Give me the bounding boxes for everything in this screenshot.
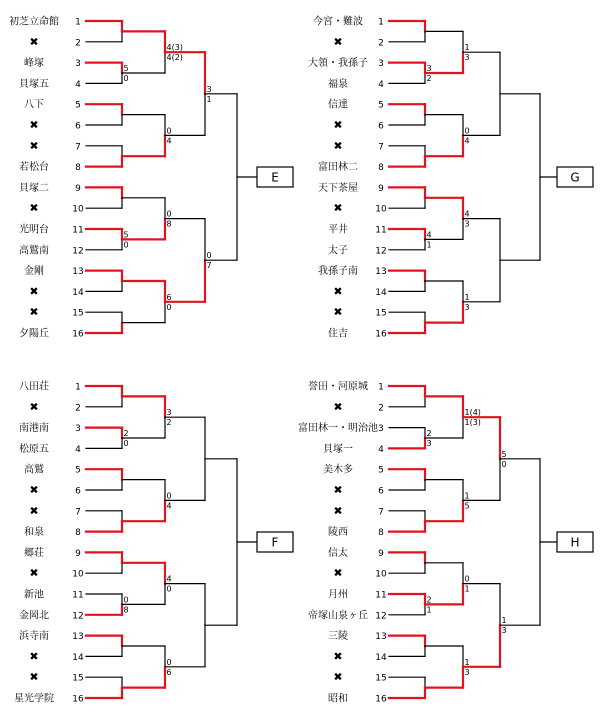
bracket-G-r2-match-3-score-bottom: 3 bbox=[464, 219, 470, 229]
bracket-E-team-6: ✖ bbox=[29, 118, 39, 132]
bracket-F-seed-7: 7 bbox=[75, 507, 81, 518]
bracket-F-team-15: ✖ bbox=[29, 670, 39, 684]
bracket-F-team-16: 星光学院 bbox=[14, 693, 54, 705]
bracket-F-team-4: 松原五 bbox=[19, 443, 49, 455]
bracket-H-r1-match-6-score-bottom: 1 bbox=[426, 605, 432, 615]
bracket-F-seed-9: 9 bbox=[75, 548, 81, 559]
bracket-G-r1-match-6-score-bottom: 1 bbox=[426, 240, 432, 250]
bracket-F-r2-match-1-score-top: 3 bbox=[166, 408, 172, 418]
bracket-H-seed-11: 11 bbox=[375, 590, 387, 601]
bracket-G-seed-7: 7 bbox=[378, 142, 384, 153]
bracket-G-seed-6: 6 bbox=[378, 121, 384, 132]
bracket-G-seed-15: 15 bbox=[375, 308, 387, 319]
bracket-H-team-14: ✖ bbox=[333, 649, 343, 663]
bracket-E-r2-match-4-score-bottom: 0 bbox=[166, 302, 172, 312]
bracket-G-team-3: 大領・我孫子 bbox=[308, 58, 368, 70]
bracket-E-r1-match-6-score-bottom: 0 bbox=[123, 240, 129, 250]
bracket-H-seed-5: 5 bbox=[378, 465, 384, 476]
bracket-E-seed-11: 11 bbox=[72, 225, 84, 236]
bracket-F-r2-match-3-score-top: 4 bbox=[166, 574, 172, 584]
bracket-H-team-8: 陵西 bbox=[328, 527, 348, 539]
bracket-H-seed-12: 12 bbox=[375, 611, 387, 622]
bracket-E-team-16: 夕陽丘 bbox=[19, 328, 49, 340]
bracket-G-team-10: ✖ bbox=[333, 201, 343, 215]
bracket-E-seed-9: 9 bbox=[75, 183, 81, 194]
bracket-F-seed-3: 3 bbox=[75, 424, 81, 435]
bracket-G-r1-match-2-score-bottom: 2 bbox=[426, 74, 432, 83]
bracket-G-r2-match-2-score-bottom: 4 bbox=[464, 136, 470, 146]
bracket-G-seed-2: 2 bbox=[378, 38, 384, 49]
bracket-E-seed-10: 10 bbox=[72, 204, 84, 215]
bracket-E-team-5: 八下 bbox=[24, 99, 44, 111]
bracket-G-seed-14: 14 bbox=[375, 287, 387, 298]
bracket-E-seed-5: 5 bbox=[75, 100, 81, 111]
bracket-G-seed-8: 8 bbox=[378, 163, 384, 174]
bracket-F-r2-match-2-score-top: 0 bbox=[166, 491, 172, 501]
bracket-G-seed-4: 4 bbox=[378, 79, 384, 90]
bracket-H-seed-6: 6 bbox=[378, 486, 384, 497]
bracket-H-team-7: ✖ bbox=[333, 504, 343, 518]
bracket-G-seed-1: 1 bbox=[378, 17, 384, 28]
bracket-E-seed-3: 3 bbox=[75, 59, 81, 70]
bracket-E-r1-match-6-score-top: 5 bbox=[123, 230, 129, 240]
bracket-E-team-1: 初芝立命館 bbox=[9, 16, 59, 28]
bracket-F-label: F bbox=[271, 535, 279, 550]
bracket-H-team-3: 富田林一・明治池 bbox=[298, 423, 378, 435]
bracket-H-r2-match-3-score-bottom: 1 bbox=[464, 584, 470, 594]
bracket-F-team-7: ✖ bbox=[29, 504, 39, 518]
bracket-F-team-10: ✖ bbox=[29, 566, 39, 580]
bracket-F-team-11: 新池 bbox=[24, 589, 44, 601]
bracket-G-r2-match-1-score-bottom: 3 bbox=[464, 53, 470, 63]
bracket-F-seed-10: 10 bbox=[72, 569, 84, 580]
bracket-E-r3-match-1-score-bottom: 1 bbox=[206, 94, 212, 104]
bracket-H-r2-match-4-score-bottom: 3 bbox=[464, 667, 470, 677]
bracket-E-r2-match-1-score-top: 4(3) bbox=[166, 43, 183, 53]
bracket-G-label: G bbox=[570, 170, 580, 185]
bracket-E-team-8: 若松台 bbox=[19, 162, 49, 174]
bracket-H-seed-1: 1 bbox=[378, 382, 384, 393]
bracket-G-team-14: ✖ bbox=[333, 284, 343, 298]
bracket-E-team-3: 峰塚 bbox=[24, 58, 44, 70]
bracket-H-team-11: 月州 bbox=[328, 589, 348, 601]
bracket-G-team-13: 我孫子南 bbox=[318, 266, 358, 278]
bracket-H-seed-4: 4 bbox=[378, 444, 384, 455]
bracket-E-team-15: ✖ bbox=[29, 305, 39, 319]
bracket-E-seed-1: 1 bbox=[75, 17, 81, 28]
bracket-G-seed-12: 12 bbox=[375, 246, 387, 257]
bracket-E-r3-match-2-score-bottom: 7 bbox=[206, 261, 212, 271]
bracket-H-seed-16: 16 bbox=[375, 694, 387, 705]
bracket-E-r3-match-2-score-top: 0 bbox=[206, 251, 212, 261]
bracket-E-r2-match-2-score-top: 0 bbox=[166, 126, 172, 136]
bracket-G-team-8: 富田林二 bbox=[318, 162, 358, 174]
bracket-H-r2-match-2-score-bottom: 5 bbox=[464, 501, 470, 511]
bracket-G-seed-11: 11 bbox=[375, 225, 387, 236]
bracket-E-seed-8: 8 bbox=[75, 163, 81, 174]
bracket-E-r2-match-1-score-bottom: 4(2) bbox=[166, 53, 183, 63]
bracket-H-team-5: 美木多 bbox=[323, 464, 353, 476]
bracket-F-team-12: 金岡北 bbox=[19, 610, 49, 622]
bracket-H-r3-match-1-score-bottom: 0 bbox=[501, 459, 507, 469]
bracket-E-seed-7: 7 bbox=[75, 142, 81, 153]
bracket-H-seed-15: 15 bbox=[375, 673, 387, 684]
bracket-E-r2-match-2-score-bottom: 4 bbox=[166, 136, 172, 146]
bracket-G-seed-3: 3 bbox=[378, 59, 384, 70]
bracket-E-seed-6: 6 bbox=[75, 121, 81, 132]
bracket-G-team-4: 福泉 bbox=[328, 78, 348, 90]
bracket-G-seed-5: 5 bbox=[378, 100, 384, 111]
bracket-E-r3-match-1-score-top: 3 bbox=[206, 84, 212, 94]
bracket-G-team-1: 今宮・難波 bbox=[313, 16, 363, 28]
bracket-H-r1-match-2-score-bottom: 3 bbox=[426, 439, 432, 448]
bracket-F-seed-2: 2 bbox=[75, 403, 81, 414]
bracket-H-r3-match-1-score-top: 5 bbox=[501, 449, 507, 459]
bracket-H-team-9: 信太 bbox=[328, 547, 348, 559]
bracket-G-r1-match-6-score-top: 4 bbox=[426, 230, 432, 240]
bracket-E-r1-match-2-score-top: 5 bbox=[123, 64, 129, 73]
bracket-F-team-2: ✖ bbox=[29, 400, 39, 414]
bracket-H-seed-13: 13 bbox=[375, 632, 387, 643]
bracket-G-r2-match-4-score-bottom: 3 bbox=[464, 302, 470, 312]
bracket-H-team-15: ✖ bbox=[333, 670, 343, 684]
bracket-E-seed-2: 2 bbox=[75, 38, 81, 49]
bracket-H-label: H bbox=[570, 535, 580, 550]
bracket-E-team-7: ✖ bbox=[29, 139, 39, 153]
bracket-H-team-16: 昭和 bbox=[328, 693, 348, 705]
bracket-E-r2-match-3-score-top: 0 bbox=[166, 209, 172, 219]
bracket-F-team-13: 浜寺南 bbox=[19, 631, 49, 643]
bracket-H-seed-3: 3 bbox=[378, 424, 384, 435]
bracket-H-seed-14: 14 bbox=[375, 652, 387, 663]
bracket-E-team-13: 金剛 bbox=[24, 266, 44, 278]
bracket-H-team-4: 貝塚一 bbox=[323, 443, 353, 455]
bracket-G-team-11: 平井 bbox=[328, 224, 348, 236]
bracket-G-team-16: 住吉 bbox=[328, 328, 348, 340]
bracket-E-seed-15: 15 bbox=[72, 308, 84, 319]
bracket-E-team-2: ✖ bbox=[29, 35, 39, 49]
bracket-E-seed-13: 13 bbox=[72, 267, 84, 278]
bracket-G-seed-13: 13 bbox=[375, 267, 387, 278]
bracket-G-team-12: 太子 bbox=[328, 245, 348, 257]
bracket-G-team-6: ✖ bbox=[333, 118, 343, 132]
bracket-F-r1-match-6-score-top: 0 bbox=[123, 595, 129, 605]
bracket-E-team-9: 貝塚二 bbox=[19, 182, 49, 194]
bracket-G-r2-match-2-score-top: 0 bbox=[464, 126, 470, 136]
bracket-H-team-6: ✖ bbox=[333, 483, 343, 497]
bracket-E-seed-12: 12 bbox=[72, 246, 84, 257]
bracket-E-team-12: 高鷲南 bbox=[19, 245, 49, 257]
bracket-E-team-11: 光明台 bbox=[19, 224, 49, 236]
bracket-G-team-9: 天下茶屋 bbox=[318, 182, 358, 194]
bracket-F-seed-4: 4 bbox=[75, 444, 81, 455]
bracket-H-r3-match-2-score-bottom: 3 bbox=[501, 626, 507, 636]
bracket-F-r2-match-4-score-top: 0 bbox=[166, 657, 172, 667]
bracket-H-seed-10: 10 bbox=[375, 569, 387, 580]
bracket-G-r2-match-4-score-top: 1 bbox=[464, 292, 470, 302]
bracket-G-team-2: ✖ bbox=[333, 35, 343, 49]
bracket-H-r2-match-1-score-top: 1(4) bbox=[464, 408, 481, 418]
bracket-H-r2-match-2-score-top: 1 bbox=[464, 491, 470, 501]
bracket-H-r2-match-3-score-top: 0 bbox=[464, 574, 470, 584]
bracket-G-seed-9: 9 bbox=[378, 183, 384, 194]
bracket-F-seed-14: 14 bbox=[72, 652, 84, 663]
bracket-F-r2-match-3-score-bottom: 0 bbox=[166, 584, 172, 594]
bracket-G-team-5: 信達 bbox=[328, 99, 348, 111]
bracket-H-seed-9: 9 bbox=[378, 548, 384, 559]
bracket-F-seed-6: 6 bbox=[75, 486, 81, 497]
bracket-G-r2-match-3-score-top: 4 bbox=[464, 209, 470, 219]
bracket-F-r1-match-6-score-bottom: 8 bbox=[123, 605, 129, 615]
bracket-H-r1-match-6-score-top: 2 bbox=[426, 595, 432, 605]
bracket-H-r2-match-1-score-bottom: 1(3) bbox=[464, 418, 481, 428]
bracket-E-label: E bbox=[271, 170, 279, 185]
bracket-H-seed-7: 7 bbox=[378, 507, 384, 518]
bracket-F-seed-1: 1 bbox=[75, 382, 81, 393]
bracket-E-team-10: ✖ bbox=[29, 201, 39, 215]
bracket-F-seed-12: 12 bbox=[72, 611, 84, 622]
bracket-F-r2-match-4-score-bottom: 6 bbox=[166, 667, 172, 677]
bracket-F-team-5: 高鷲 bbox=[24, 464, 44, 476]
bracket-F-team-3: 南港南 bbox=[19, 423, 49, 435]
bracket-E-seed-16: 16 bbox=[72, 329, 84, 340]
bracket-G-team-7: ✖ bbox=[333, 139, 343, 153]
bracket-H-team-2: ✖ bbox=[333, 400, 343, 414]
bracket-H-team-10: ✖ bbox=[333, 566, 343, 580]
bracket-E-team-4: 貝塚五 bbox=[19, 78, 49, 90]
bracket-F-r1-match-2-score-bottom: 0 bbox=[123, 439, 129, 448]
bracket-F-seed-16: 16 bbox=[72, 694, 84, 705]
bracket-F-seed-11: 11 bbox=[72, 590, 84, 601]
bracket-H-r2-match-4-score-top: 1 bbox=[464, 657, 470, 667]
bracket-E-team-14: ✖ bbox=[29, 284, 39, 298]
bracket-F-r2-match-1-score-bottom: 2 bbox=[166, 418, 172, 428]
bracket-H-team-13: 三陵 bbox=[328, 631, 348, 643]
bracket-H-team-1: 誉田・河原城 bbox=[308, 381, 368, 393]
bracket-G-seed-16: 16 bbox=[375, 329, 387, 340]
bracket-E-r1-match-2-score-bottom: 0 bbox=[123, 74, 129, 83]
bracket-G-seed-10: 10 bbox=[375, 204, 387, 215]
bracket-F-seed-15: 15 bbox=[72, 673, 84, 684]
bracket-G-r1-match-2-score-top: 3 bbox=[426, 64, 432, 73]
bracket-H-r1-match-2-score-top: 2 bbox=[426, 429, 432, 438]
bracket-F-team-6: ✖ bbox=[29, 483, 39, 497]
bracket-G-team-15: ✖ bbox=[333, 305, 343, 319]
bracket-F-seed-13: 13 bbox=[72, 632, 84, 643]
bracket-F-team-14: ✖ bbox=[29, 649, 39, 663]
bracket-H-team-12: 帝塚山泉ヶ丘 bbox=[308, 610, 368, 622]
bracket-F-r2-match-2-score-bottom: 4 bbox=[166, 501, 172, 511]
bracket-G-r2-match-1-score-top: 1 bbox=[464, 43, 470, 53]
bracket-F-seed-8: 8 bbox=[75, 528, 81, 539]
bracket-E-seed-4: 4 bbox=[75, 79, 81, 90]
bracket-H-seed-8: 8 bbox=[378, 528, 384, 539]
bracket-F-seed-5: 5 bbox=[75, 465, 81, 476]
bracket-F-r1-match-2-score-top: 2 bbox=[123, 429, 129, 438]
bracket-H-seed-2: 2 bbox=[378, 403, 384, 414]
bracket-E-r2-match-4-score-top: 6 bbox=[166, 292, 172, 302]
bracket-F-team-1: 八田荘 bbox=[19, 381, 49, 393]
bracket-F-team-9: 郷荘 bbox=[24, 547, 44, 559]
bracket-F-team-8: 和泉 bbox=[24, 527, 44, 539]
bracket-E-r2-match-3-score-bottom: 8 bbox=[166, 219, 172, 229]
bracket-E-seed-14: 14 bbox=[72, 287, 84, 298]
bracket-H-r3-match-2-score-top: 1 bbox=[501, 616, 507, 626]
